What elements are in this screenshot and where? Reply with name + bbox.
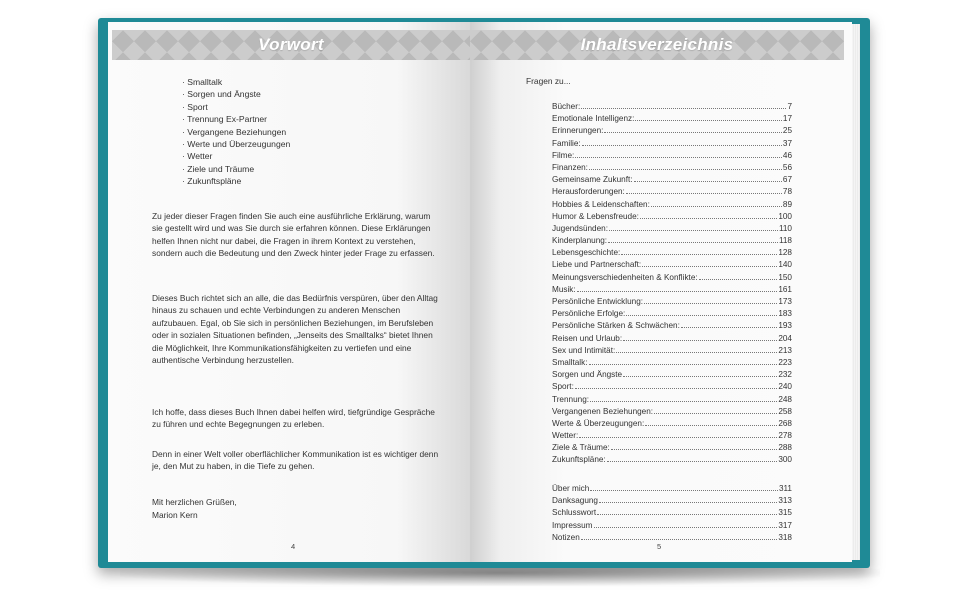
toc-entry-label: Persönliche Erfolge:: [552, 309, 626, 319]
toc-leader-dots: [597, 506, 777, 515]
page-edges: [852, 24, 860, 560]
toc-leader-dots: [640, 210, 777, 219]
toc-entry-page: 248: [778, 394, 792, 404]
toc-entry-label: Erinnerungen:: [552, 126, 604, 136]
toc-entry-page: 100: [778, 211, 792, 221]
toc-leader-dots: [623, 332, 777, 341]
toc-entry-label: Gemeinsame Zukunft:: [552, 175, 633, 185]
toc-leader-dots: [609, 222, 778, 231]
toc-entry-label: Persönliche Entwicklung:: [552, 297, 644, 306]
toc-entry: [552, 494, 792, 506]
toc-entry-page: 193: [778, 321, 792, 331]
toc-intro: Fragen zu...: [526, 76, 571, 86]
toc-entry-label: Schlusswort: [552, 508, 597, 518]
toc-leader-dots: [621, 246, 777, 255]
toc-entry-label: Musik:: [552, 284, 576, 294]
topic-bullet: · Wetter: [182, 150, 290, 162]
left-page-number: 4: [291, 542, 296, 551]
toc-leader-dots: [581, 100, 786, 109]
toc-entry-label: Sex und Intimität:: [552, 345, 616, 355]
topic-bullet: · Trennung Ex-Partner: [182, 113, 290, 125]
toc-entry-page: 150: [778, 272, 792, 282]
toc-entry-page: 25: [782, 126, 792, 136]
toc-entry-label: Trennung:: [552, 394, 590, 404]
toc-entry: [552, 295, 792, 307]
toc-entry-page: 140: [778, 260, 792, 270]
topic-bullet: · Smalltalk: [182, 76, 290, 88]
toc-entry-page: 78: [782, 187, 792, 197]
toc-entry: [552, 222, 792, 234]
toc-entry: [552, 506, 792, 518]
toc-entry: [552, 112, 792, 124]
toc-entry-label: Über mich: [552, 484, 590, 493]
toc-entry-label: Ziele & Träume:: [552, 443, 610, 453]
toc-entry-label: Herausforderungen:: [552, 187, 625, 197]
toc-entry-page: 213: [778, 345, 792, 355]
toc-leader-dots: [644, 295, 777, 304]
topic-bullet: · Ziele und Träume: [182, 163, 290, 175]
toc-entry-label: Emotionale Intelligenz:: [552, 114, 635, 124]
toc-leader-dots: [604, 124, 781, 133]
toc-entry: [552, 380, 792, 392]
toc-entry-label: Notizen: [552, 532, 580, 542]
toc-leader-dots: [599, 494, 777, 503]
paragraph-explanations: Zu jeder dieser Fragen finden Sie auch eine ausführliche Erklärung, warum sie gestellt wird und was Sie durch sie erfahren können. Diese Erklärungen helfen Ihnen nicht nur dabei, die Fragen in ihrem Kontext zu verstehen, sondern auch die Bedeutung und den Zweck hinter jeder Frage zu erfassen.: [152, 211, 435, 259]
toc-entry: [552, 519, 792, 531]
toc-entry-label: Sport:: [552, 382, 574, 392]
toc-entry: [552, 453, 792, 465]
right-page: [470, 22, 852, 562]
toc-entry-page: 311: [778, 484, 792, 493]
author-name: Marion Kern: [152, 510, 198, 520]
toc-leader-dots: [635, 112, 782, 121]
toc-entry: [552, 356, 792, 368]
toc-entry-page: 300: [778, 455, 792, 465]
toc-entry: [552, 124, 792, 136]
left-page-title: Vorwort: [258, 35, 324, 54]
closing-line: Mit herzlichen Grüßen,: [152, 497, 237, 507]
toc-leader-dots: [611, 441, 778, 450]
toc-entry: [552, 258, 792, 270]
toc-entry-label: Finanzen:: [552, 162, 588, 172]
toc-entry: [552, 417, 792, 429]
toc-entry-label: Impressum: [552, 520, 593, 530]
toc-entry: [552, 332, 792, 344]
signoff: [152, 496, 237, 522]
toc-entry-label: Kinderplanung:: [552, 236, 608, 246]
toc-entry: [552, 173, 792, 185]
toc-entry-label: Zukunftspläne:: [552, 455, 606, 465]
toc-leader-dots: [590, 393, 777, 402]
toc-entry-page: 318: [778, 532, 792, 542]
topic-bullet: · Werte und Überzeugungen: [182, 138, 290, 150]
toc-entry: [552, 161, 792, 173]
left-page-banner: [112, 30, 470, 60]
toc-entry: [552, 149, 792, 161]
toc-entry-page: 46: [782, 150, 792, 160]
toc-entry-page: 268: [778, 418, 792, 428]
table-of-contents: [552, 100, 792, 466]
toc-entry-page: 128: [778, 248, 792, 258]
paragraph-audience: Dieses Buch richtet sich an alle, die das Bedürfnis verspüren, über den Alltag hinaus zu schauen und echte Verbindungen zu anderen Menschen aufzubauen. Egal, ob Sie sich in persönlichen Beziehungen, im Berufsleben oder in sozialen Situationen befinden, „Jenseits des Smalltalks“ bietet Ihnen die Möglichkeit, Ihre Kommunikationsfähigkeiten zu vertiefen und eine authentische Verbindung herzustellen.: [152, 293, 438, 366]
toc-entry: [552, 429, 792, 441]
toc-leader-dots: [626, 185, 782, 194]
topic-bullet: · Vergangene Beziehungen: [182, 126, 290, 138]
toc-entry-page: 317: [778, 520, 792, 530]
toc-entry-page: 315: [778, 508, 792, 518]
paragraph-hope: Ich hoffe, dass dieses Buch Ihnen dabei helfen wird, tiefgründige Gespräche zu führen und echte Begegnungen zu erleben.: [152, 407, 435, 430]
toc-entry-label: Liebe und Partnerschaft:: [552, 260, 642, 270]
toc-entry: [552, 137, 792, 149]
toc-leader-dots: [575, 380, 777, 389]
toc-entry: [552, 246, 792, 258]
toc-leader-dots: [594, 519, 778, 528]
toc-entry: [552, 405, 792, 417]
toc-entry-page: 173: [778, 297, 792, 306]
toc-entry-page: 110: [778, 223, 792, 233]
toc-leader-dots: [642, 258, 777, 267]
toc-entry: [552, 319, 792, 331]
toc-entry-page: 37: [782, 138, 792, 148]
toc-entry-page: 240: [778, 382, 792, 392]
toc-entry-label: Wetter:: [552, 431, 579, 441]
toc-entry-label: Danksagung: [552, 496, 598, 506]
toc-leader-dots: [589, 356, 778, 365]
toc-entry-page: 204: [778, 333, 792, 343]
right-page-title: Inhaltsverzeichnis: [580, 35, 734, 54]
toc-leader-dots: [582, 137, 782, 146]
toc-entry-label: Smalltalk:: [552, 357, 588, 367]
toc-entry-label: Jugendsünden:: [552, 223, 608, 233]
toc-entry: [552, 307, 792, 319]
toc-entry-label: Persönliche Stärken & Schwächen:: [552, 321, 680, 331]
toc-leader-dots: [575, 149, 782, 158]
paragraph-courage: Denn in einer Welt voller oberflächlicher Kommunikation ist es wichtiger denn je, den Mut zu haben, in die Tiefe zu gehen.: [152, 449, 439, 472]
toc-entry: [552, 482, 792, 494]
right-page-banner: [470, 30, 844, 60]
toc-entry: [552, 368, 792, 380]
toc-entry-label: Bücher:: [552, 102, 581, 111]
toc-leader-dots: [608, 234, 778, 243]
toc-entry-page: 223: [778, 357, 792, 367]
toc-entry-page: 183: [778, 309, 792, 319]
toc-entry-label: Lebensgeschichte:: [552, 248, 621, 258]
topic-bullet: · Zukunftspläne: [182, 175, 290, 187]
toc-entry: [552, 185, 792, 197]
topic-bullet-list: [182, 76, 290, 188]
toc-entry-label: Werte & Überzeugungen:: [552, 418, 645, 428]
toc-entry-page: 118: [778, 236, 792, 246]
toc-entry-page: 313: [778, 496, 792, 506]
table-of-contents-appendix: [552, 482, 792, 543]
toc-entry-label: Hobbies & Leidenschaften:: [552, 199, 650, 209]
toc-entry-label: Humor & Lebensfreude:: [552, 211, 639, 221]
toc-leader-dots: [651, 198, 782, 207]
toc-leader-dots: [579, 429, 777, 438]
toc-leader-dots: [699, 271, 778, 280]
toc-entry-page: 17: [782, 114, 792, 124]
toc-entry-page: 7: [787, 102, 792, 111]
toc-entry-label: Meinungsverschiedenheiten & Konflikte:: [552, 272, 698, 282]
toc-entry-label: Filme:: [552, 150, 575, 160]
toc-entry-label: Familie:: [552, 138, 581, 148]
toc-entry: [552, 441, 792, 453]
toc-entry-page: 56: [782, 162, 792, 172]
topic-bullet: · Sorgen und Ängste: [182, 88, 290, 100]
toc-entry-page: 288: [778, 443, 792, 453]
toc-leader-dots: [581, 531, 778, 540]
toc-leader-dots: [626, 307, 777, 316]
toc-entry-page: 89: [782, 199, 792, 209]
toc-leader-dots: [616, 344, 777, 353]
toc-entry: [552, 531, 792, 543]
toc-entry: [552, 344, 792, 356]
toc-leader-dots: [623, 368, 777, 377]
right-page-number: 5: [657, 542, 662, 551]
toc-entry-label: Sorgen und Ängste: [552, 370, 623, 380]
toc-entry: [552, 100, 792, 112]
toc-leader-dots: [681, 319, 777, 328]
toc-leader-dots: [589, 161, 782, 170]
toc-entry: [552, 393, 792, 405]
toc-entry-label: Vergangenen Beziehungen:: [552, 406, 654, 416]
toc-entry-page: 161: [778, 284, 792, 294]
toc-entry-page: 258: [778, 406, 792, 416]
toc-leader-dots: [645, 417, 777, 426]
toc-leader-dots: [577, 283, 778, 292]
toc-entry: [552, 234, 792, 246]
toc-entry: [552, 283, 792, 295]
toc-entry-page: 232: [778, 370, 792, 380]
toc-leader-dots: [590, 482, 778, 491]
toc-entry-page: 67: [782, 175, 792, 185]
toc-entry-page: 278: [778, 431, 792, 441]
toc-entry-label: Reisen und Urlaub:: [552, 333, 623, 343]
toc-leader-dots: [634, 173, 782, 182]
toc-entry: [552, 198, 792, 210]
toc-entry: [552, 271, 792, 283]
toc-leader-dots: [607, 453, 778, 462]
toc-leader-dots: [654, 405, 777, 414]
topic-bullet: · Sport: [182, 101, 290, 113]
toc-entry: [552, 210, 792, 222]
left-page: [108, 22, 470, 562]
